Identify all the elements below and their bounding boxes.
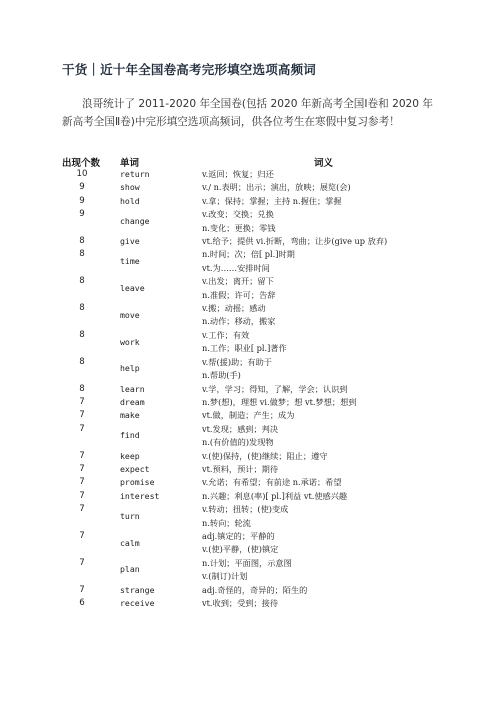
table-row (62, 476, 442, 489)
table-row (62, 584, 442, 597)
table-row (62, 409, 442, 422)
row-word: work (120, 336, 140, 347)
row-count: 7 (79, 557, 85, 568)
row-count: 10 (76, 169, 88, 179)
table-row (62, 275, 442, 302)
row-count: 8 (79, 329, 85, 340)
row-meaning: n.兴趣；利息(率)[ pl.]利益 vt.使感兴趣 (202, 490, 348, 501)
row-word: leave (120, 282, 145, 293)
row-count: 7 (79, 410, 85, 421)
row-word: hold (120, 195, 140, 206)
row-count: 7 (79, 423, 85, 434)
row-meaning: v.改变；交换；兑换 n.变化；更换；零钱 (202, 209, 276, 233)
table-row (62, 235, 442, 248)
row-meaning: v.出发；离开；留下 n.准假；许可；告辞 (202, 276, 276, 300)
table-row (62, 396, 442, 409)
row-word: receive (120, 598, 155, 608)
row-meaning: v.学，学习；得知，了解，学会；认识到 (202, 383, 348, 394)
row-meaning: n.梦(想)，理想 vi.做梦；想 vt.梦想；想到 (202, 396, 357, 407)
row-count: 8 (79, 276, 85, 287)
row-count: 7 (79, 396, 85, 407)
table-row (62, 383, 442, 396)
row-meaning: n.时间；次；倍[ pl.]时期 vt.为……安排时间 (202, 249, 295, 273)
row-count: 8 (79, 383, 85, 394)
table-row (62, 302, 442, 329)
row-count: 7 (79, 490, 85, 501)
row-word: help (120, 363, 140, 374)
table-row (62, 557, 442, 584)
row-word: time (120, 256, 140, 267)
row-count: 7 (79, 450, 85, 461)
header-word: 单词 (120, 158, 140, 169)
row-count: 7 (79, 477, 85, 488)
row-word: learn (120, 383, 145, 394)
row-meaning: v.工作；有效 n.工作；职业[ pl.]著作 (202, 329, 287, 354)
article-title: 干货｜近十年全国卷高考完形填空选项高频词 (62, 62, 317, 77)
row-word: strange (120, 584, 155, 595)
row-word: show (120, 182, 140, 193)
row-word: calm (120, 537, 140, 548)
row-count: 7 (79, 530, 85, 541)
row-meaning: adj.奇怪的，奇异的；陌生的 (202, 584, 308, 595)
row-count: 8 (79, 249, 85, 260)
row-count: 8 (79, 303, 85, 314)
row-count: 9 (79, 195, 85, 206)
row-word: keep (120, 450, 140, 461)
table-row (62, 450, 442, 463)
row-meaning: vt.发现；感到；判决 n.(有价值的)发现物 (202, 423, 279, 448)
row-meaning: v.拿；保持；掌握；主持 n.握住；掌握 (202, 195, 342, 206)
row-word: dream (120, 396, 145, 407)
table-row (62, 195, 442, 208)
table-row (62, 463, 442, 476)
row-count: 7 (79, 504, 85, 515)
row-word: promise (120, 477, 155, 488)
vocab-table (62, 168, 442, 610)
row-count: 6 (79, 598, 85, 608)
table-row (62, 530, 442, 557)
row-word: move (120, 309, 140, 320)
row-word: give (120, 236, 140, 247)
row-word: change (120, 215, 150, 226)
table-row (62, 329, 442, 356)
row-word: turn (120, 510, 140, 521)
row-meaning: adj.镇定的；平静的 v.(使)平静，(使)镇定 (202, 530, 279, 555)
row-word: find (120, 430, 140, 441)
table-row (62, 356, 442, 383)
row-count: 8 (79, 356, 85, 367)
row-meaning: vt.做，制造；产生；成为 (202, 410, 295, 421)
table-row (62, 490, 442, 503)
table-row (62, 168, 442, 181)
row-count: 7 (79, 463, 85, 474)
table-row (62, 597, 442, 610)
row-meaning: vt.预料，预计；期待 (202, 463, 279, 474)
table-row (62, 248, 442, 275)
row-count: 9 (79, 182, 85, 193)
row-meaning: v.搬；动摇；感动 n.动作；移动，搬家 (202, 303, 276, 327)
row-meaning: vt.收到；受到；接待 (202, 598, 279, 608)
row-count: 9 (79, 209, 85, 220)
row-word: make (120, 410, 140, 421)
row-count: 7 (79, 584, 85, 595)
row-word: interest (120, 490, 160, 501)
row-meaning: v./ n.表明；出示；演出，放映；展览(会) (202, 182, 351, 193)
row-meaning: v.返回；恢复；归还 (202, 169, 274, 179)
table-row (62, 208, 442, 235)
row-meaning: v.转动；扭转；(使)变成 n.转向；轮流 (202, 504, 289, 528)
header-count: 出现个数 (62, 158, 101, 169)
intro-paragraph: 浪哥统计了 2011-2020 年全国卷(包括 2020 年新高考全国Ⅰ卷和 2020 年新高考全国Ⅱ卷)中完形填空选项高频词，供各位考生在寒假中复习参考！ (62, 98, 433, 128)
row-meaning: vt.给予；提供 vi.折断，弯曲；让步(give up 放弃) (202, 236, 388, 247)
row-word: plan (120, 564, 140, 575)
row-word: return (120, 169, 150, 179)
header-meaning: 词义 (314, 158, 334, 169)
row-meaning: v.帮(援)助；有助于 n.帮助(手) (202, 356, 272, 381)
table-row (62, 423, 442, 450)
row-word: expect (120, 463, 150, 474)
table-row (62, 503, 442, 530)
row-meaning: v.允诺；有希望；有前途 n.承诺；希望 (202, 477, 342, 488)
row-meaning: v.(使)保持，(使)继续；阻止；遵守 (202, 450, 328, 461)
row-count: 8 (79, 236, 85, 247)
row-meaning: n.计划；平面图，示意图 v.(制订)计划 (202, 557, 292, 582)
table-row (62, 181, 442, 194)
